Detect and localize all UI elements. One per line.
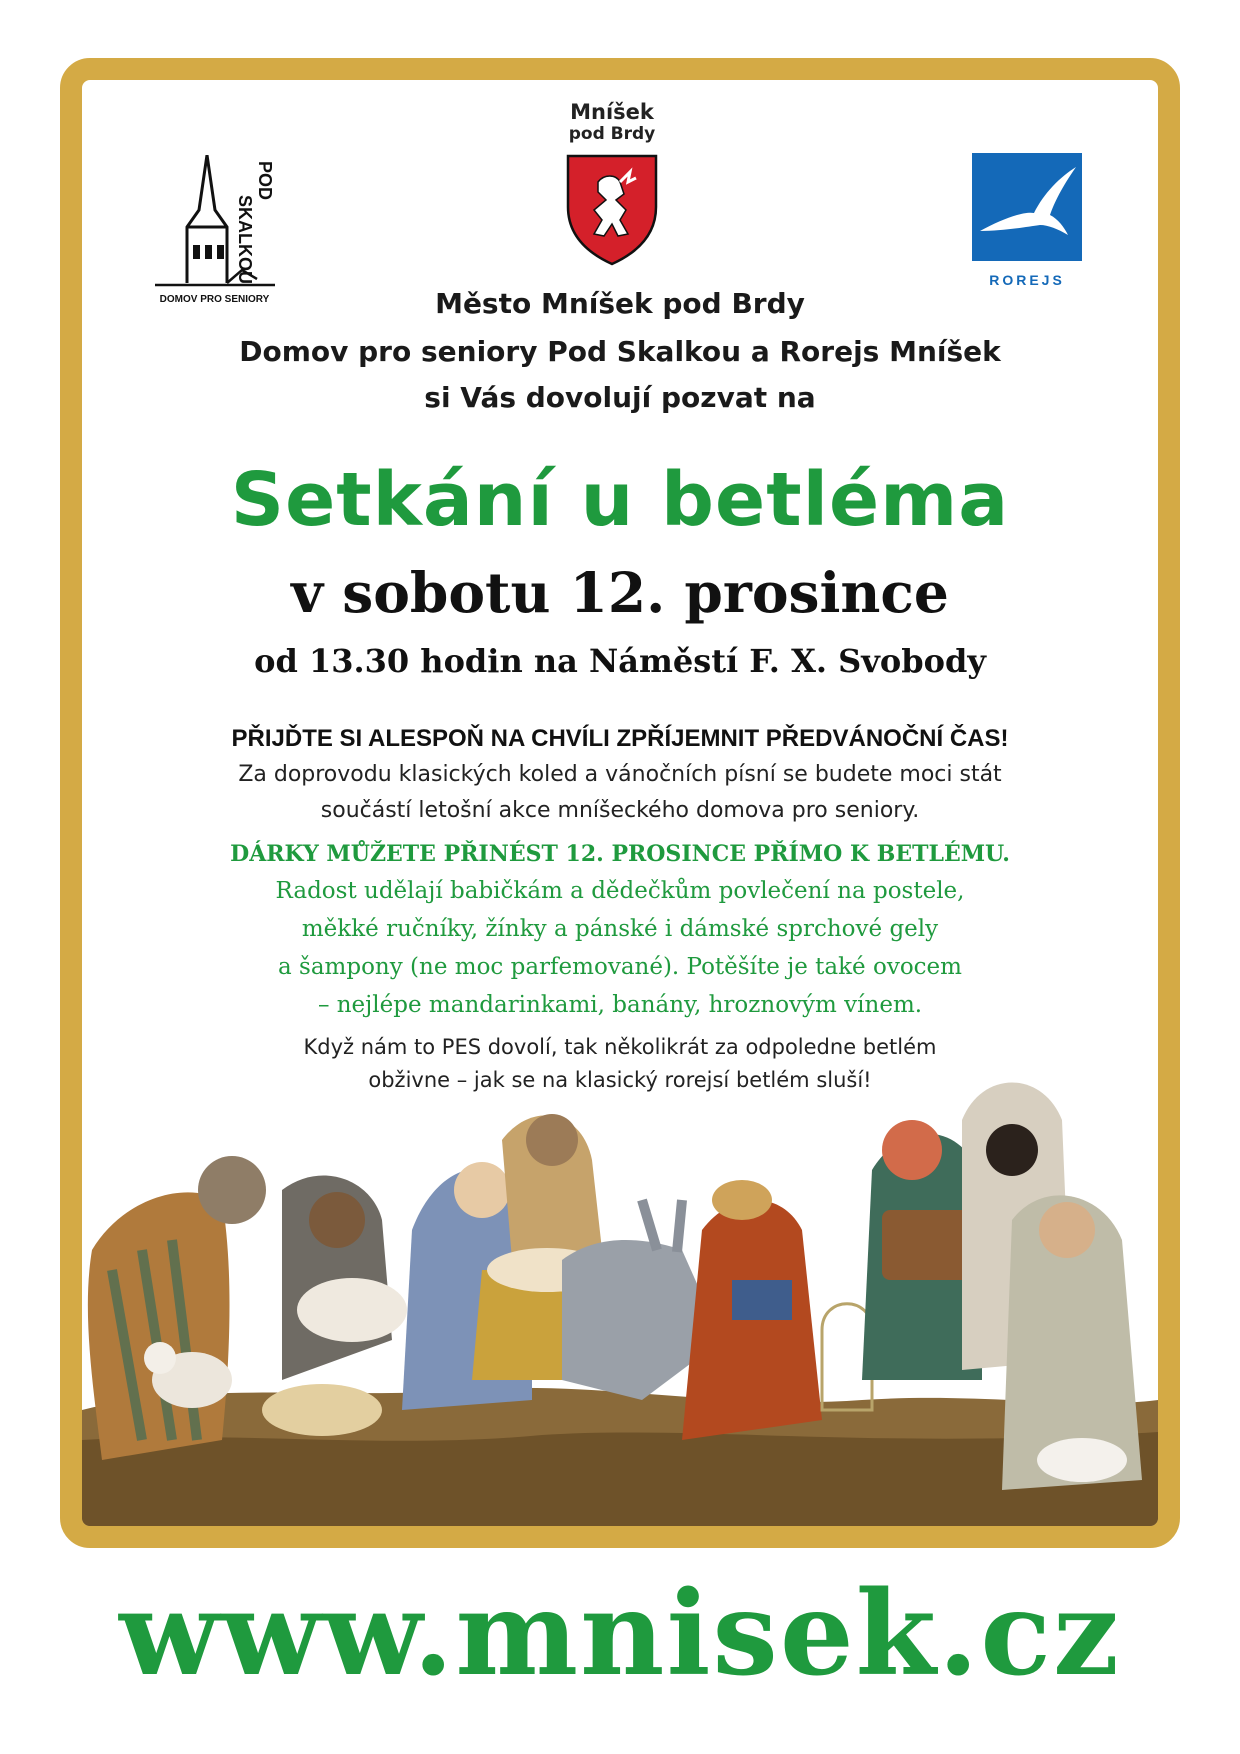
logo-caption: DOMOV PRO SENIORY (159, 294, 270, 305)
logo-vertical-text-skalkou: SKALKOU (235, 195, 255, 284)
rorejs-name: ROREJS (989, 272, 1065, 288)
gifts-line-3: a šampony (ne moc parfemované). Potěšíte je také ovocem (278, 954, 962, 980)
note-line-2: obživne – jak se na klasický rorejsí betlém sluší! (368, 1068, 872, 1092)
header-line-1: Město Mníšek pod Brdy (435, 287, 805, 320)
crest-town-name: Mníšek (570, 100, 654, 124)
town-crest (542, 100, 682, 275)
gifts-line-1: Radost udělají babičkám a dědečkům povlečení na postele, (275, 878, 965, 904)
gifts-line-4: – nejlépe mandarinkami, banány, hroznovým vínem. (317, 992, 923, 1018)
church-icon (147, 155, 282, 295)
gifts-line-2: měkké ručníky, žínky a pánské i dámské sprchové gely (301, 916, 939, 942)
header-line-2: Domov pro seniory Pod Skalkou a Rorejs Mníšek (239, 335, 1001, 368)
invite-caps: PŘIJĎTE SI ALESPOŇ NA CHVÍLI ZPŘÍJEMNIT PŘEDVÁNOČNÍ ČAS! (231, 725, 1009, 752)
invite-line-2: součástí letošní akce mníšeckého domova pro seniory. (320, 798, 920, 823)
lion-shield-icon (564, 152, 660, 267)
crest-town-sub: pod Brdy (568, 124, 656, 144)
rorejs-logo (972, 153, 1082, 288)
nativity-scene-image (82, 1080, 1158, 1526)
pod-skalkou-logo (147, 155, 282, 305)
swift-bird-icon (972, 153, 1082, 261)
event-time-place: od 13.30 hodin na Náměstí F. X. Svobody (254, 642, 986, 680)
event-date: v sobotu 12. prosince (291, 560, 949, 625)
note-line-1: Když nám to PES dovolí, tak několikrát za odpoledne betlém (303, 1035, 937, 1059)
logo-vertical-text-pod: POD (255, 161, 275, 201)
footer-url[interactable]: www.mnisek.cz (119, 1566, 1121, 1702)
gifts-heading: DÁRKY MŮŽETE PŘINÉST 12. PROSINCE PŘÍMO K BETLÉMU. (230, 841, 1010, 867)
invite-line-1: Za doprovodu klasických koled a vánočních písní se budete moci stát (238, 762, 1002, 787)
header-line-3: si Vás dovolují pozvat na (424, 381, 816, 414)
invitation-card (60, 58, 1180, 1548)
event-title: Setkání u betléma (230, 457, 1010, 543)
